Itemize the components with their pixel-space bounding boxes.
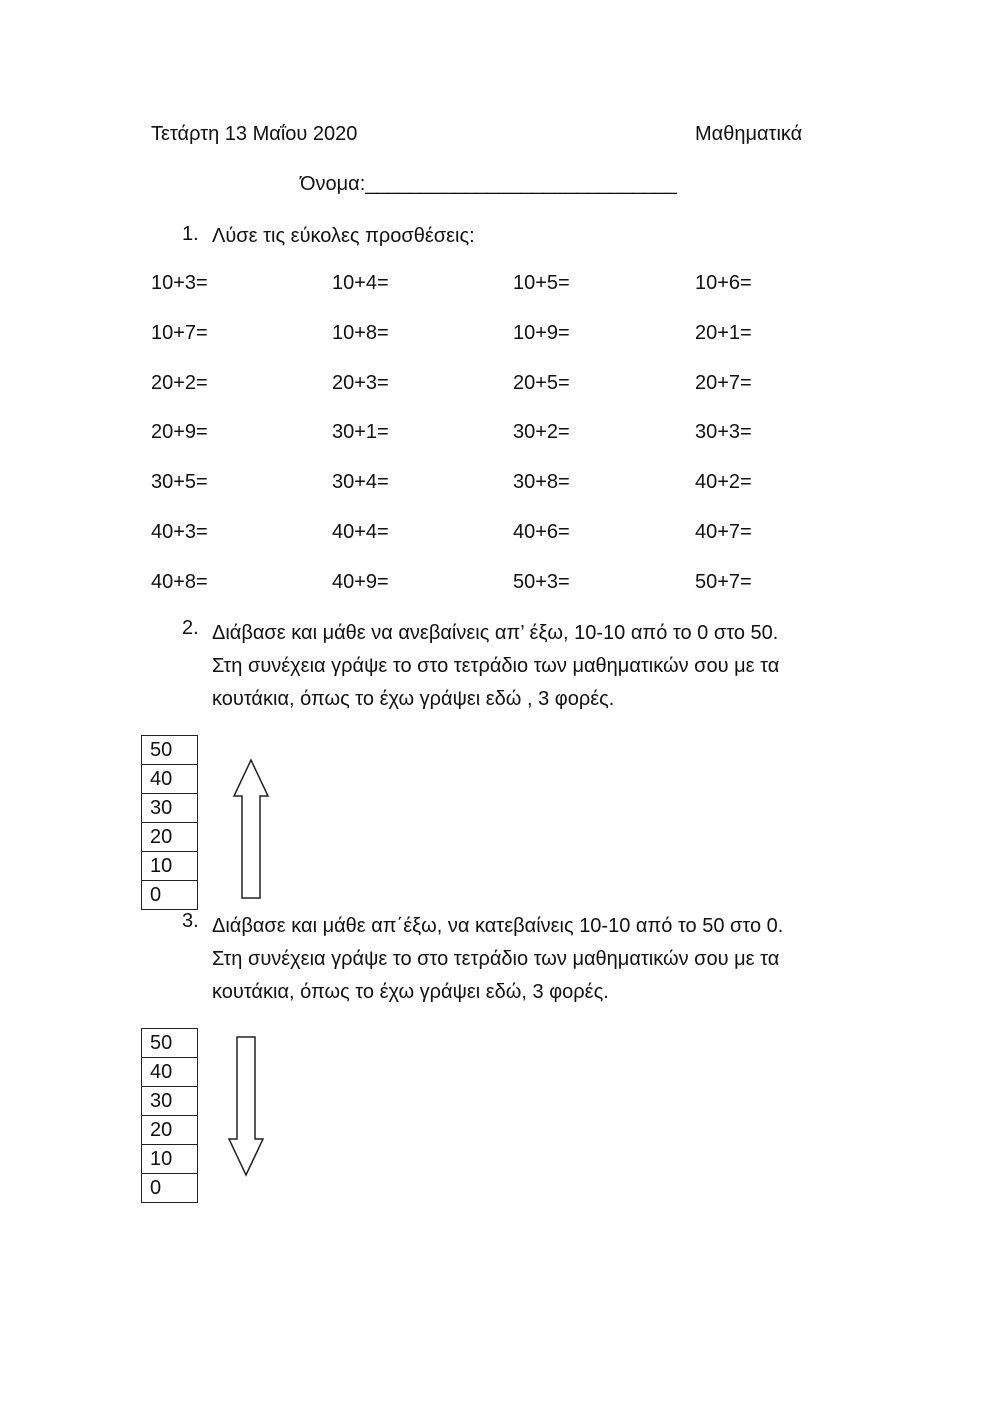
addition-item: 40+9= [332,570,389,593]
addition-item: 20+5= [513,371,570,394]
addition-item: 20+2= [151,371,208,394]
addition-item: 10+3= [151,272,208,294]
question-line: Στη συνέχεια γράψε το στο τετράδιο των μαθηματικών σου με τα [212,948,780,970]
addition-item: 10+9= [513,321,570,344]
addition-item: 40+3= [151,521,208,543]
arrow-down-outline-icon [226,1035,266,1177]
question-line: Στη συνέχεια γράψε το στο τετράδιο των μαθηματικών σου με τα [212,655,780,677]
count-up-table [141,735,198,910]
header-subject: Μαθηματικά [695,123,803,145]
addition-item: 30+1= [332,421,389,444]
question-text [212,617,779,716]
table-cell: 50 [142,1029,198,1058]
addition-item: 10+5= [513,272,570,294]
table-cell: 0 [142,1174,198,1203]
question-number: 3. [182,910,199,932]
arrow-up-outline-icon [230,758,272,900]
table-cell: 50 [142,736,198,765]
addition-item: 30+2= [513,421,570,444]
addition-item: 40+2= [695,471,752,494]
addition-item: 20+3= [332,371,389,394]
header-date: Τετάρτη 13 Μαΐου 2020 [151,123,358,145]
addition-item: 40+4= [332,521,389,543]
addition-item: 10+8= [332,321,389,344]
addition-item: 30+5= [151,471,208,494]
question-line: Διάβασε και μάθε να ανεβαίνεις απ’ έξω, 10-10 από το 0 στο 50. [212,622,779,644]
table-cell: 0 [142,881,198,910]
addition-item: 20+1= [695,321,752,344]
table-cell: 30 [142,1087,198,1116]
name-field[interactable]: Όνομα:____________________________ [300,173,677,195]
addition-item: 50+3= [513,570,570,593]
question-text: Λύσε τις εύκολες προσθέσεις: [212,225,475,247]
addition-item: 10+4= [332,272,389,294]
question-line: κουτάκια, όπως το έχω γράψει εδώ, 3 φορές. [212,981,609,1003]
addition-item: 40+8= [151,570,208,593]
addition-item: 30+3= [695,421,752,444]
table-cell: 10 [142,852,198,881]
addition-item: 30+4= [332,471,389,494]
addition-item: 40+7= [695,521,752,543]
addition-item: 20+9= [151,421,208,444]
question-line: Διάβασε και μάθε απ΄έξω, να κατεβαίνεις 10-10 από το 50 στο 0. [212,915,784,937]
addition-item: 10+7= [151,321,208,344]
addition-item: 50+7= [695,570,752,593]
question-number: 2. [182,617,199,639]
count-down-table [141,1028,198,1203]
table-cell: 40 [142,1058,198,1087]
addition-item: 10+6= [695,272,752,294]
addition-item: 40+6= [513,521,570,543]
question-number: 1. [182,223,199,245]
table-cell: 30 [142,794,198,823]
table-cell: 20 [142,823,198,852]
table-cell: 20 [142,1116,198,1145]
question-line: κουτάκια, όπως το έχω γράψει εδώ , 3 φορές. [212,688,615,710]
table-cell: 40 [142,765,198,794]
table-cell: 10 [142,1145,198,1174]
addition-item: 30+8= [513,471,570,494]
question-text [212,910,783,1009]
addition-item: 20+7= [695,371,752,394]
